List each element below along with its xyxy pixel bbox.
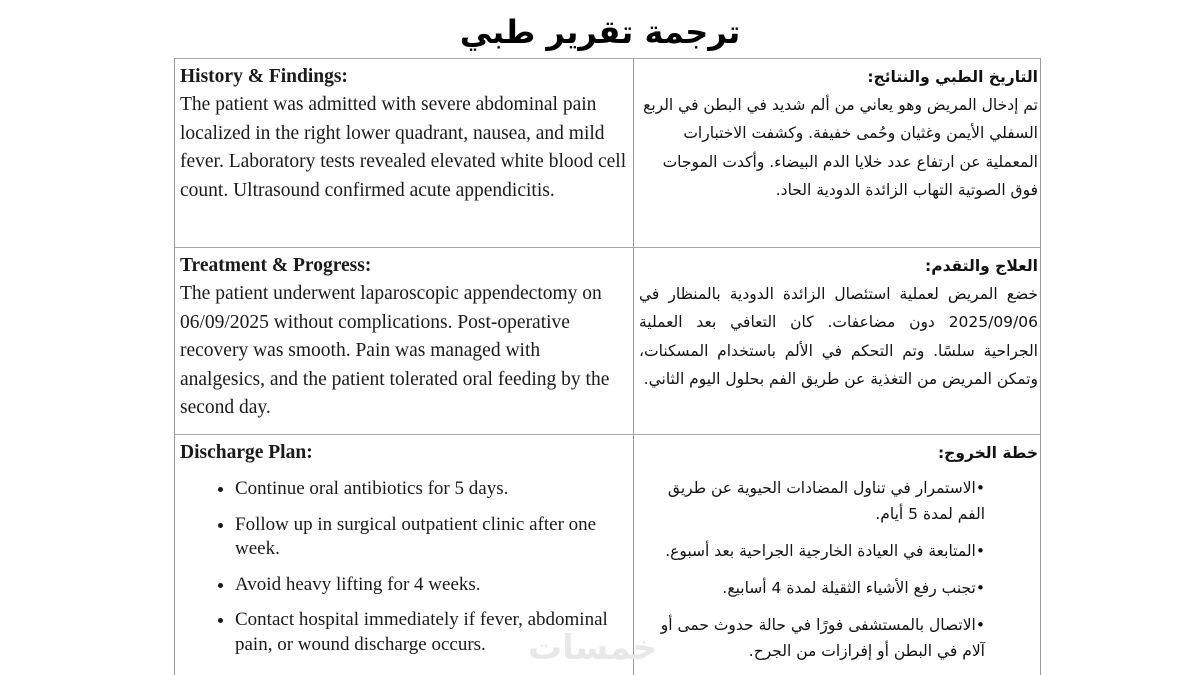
watermark-logo: خمسات <box>528 628 657 668</box>
discharge-arabic-cell <box>639 439 1038 675</box>
treatment-english-cell <box>180 252 628 422</box>
treatment-row <box>175 248 1040 435</box>
list-item: • Continue oral antibiotics for 5 days. <box>235 477 628 502</box>
treatment-ar-body: خضع المريض لعملية استئصال الزائدة الدودية بالمنظار في 2025/09/06 دون مضاعفات. كان التعافي بعد العملية الجراحية سلسًا. وتم التحكم في الألم باستخدام المسكنات، وتمكن المريض من التغذية عن طريق الفم بحلول اليوم الثاني. <box>639 285 1038 388</box>
history-en-heading: History & Findings: <box>180 66 348 87</box>
treatment-arabic-cell <box>639 252 1038 393</box>
list-item: • Contact hospital immediately if fever, abdominal pain, or wound discharge occurs. <box>235 608 628 657</box>
history-en-body: The patient was admitted with severe abdominal pain localized in the right lower quadrant, nausea, and mild fever. Laboratory tests revealed elevated white blood cell count. Ultrasound confirmed acute appendicitis. <box>180 94 627 201</box>
list-item: • Avoid heavy lifting for 4 weeks. <box>235 573 628 598</box>
treatment-ar-heading: العلاج والتقدم: <box>925 257 1038 275</box>
history-row <box>175 58 1040 248</box>
discharge-ar-heading: خطة الخروج: <box>937 444 1038 462</box>
history-ar-body: تم إدخال المريض وهو يعاني من ألم شديد في البطن في الربع السفلي الأيمن وغثيان وحُمى خفيفة. وكشفت الاختبارات المعملية عن ارتفاع عدد خلايا الدم البيضاء. وأكدت الموجات فوق الصوتية التهاب الزائدة الدودية الحاد. <box>643 96 1038 199</box>
report-table <box>174 58 1041 675</box>
treatment-en-heading: Treatment & Progress: <box>180 255 372 276</box>
list-item: •تجنب رفع الأشياء الثقيلة لمدة 4 أسابيع. <box>722 579 985 598</box>
history-ar-heading: التاريخ الطبي والنتائج: <box>867 68 1038 86</box>
history-english-cell <box>180 63 628 205</box>
list-item: •الاتصال بالمستشفى فورًا في حالة حدوث حمى أو آلام في البطن أو إفرازات من الجرح. <box>660 616 985 661</box>
history-arabic-cell <box>639 63 1038 204</box>
list-item: • Follow up in surgical outpatient clinic after one week. <box>235 513 628 562</box>
list-item: •الاستمرار في تناول المضادات الحيوية عن طريق الفم لمدة 5 أيام. <box>667 479 985 524</box>
page-title: ترجمة تقرير طبي <box>459 13 741 51</box>
list-item: •المتابعة في العيادة الخارجية الجراحية بعد أسبوع. <box>665 542 985 561</box>
treatment-en-body: The patient underwent laparoscopic appendectomy on 06/09/2025 without complications. Post-operative recovery was smooth. Pain was managed with analgesics, and the patient tolerated oral feeding by the second day. <box>180 283 610 419</box>
discharge-en-heading: Discharge Plan: <box>180 442 313 463</box>
discharge-ar-list <box>639 475 1038 664</box>
